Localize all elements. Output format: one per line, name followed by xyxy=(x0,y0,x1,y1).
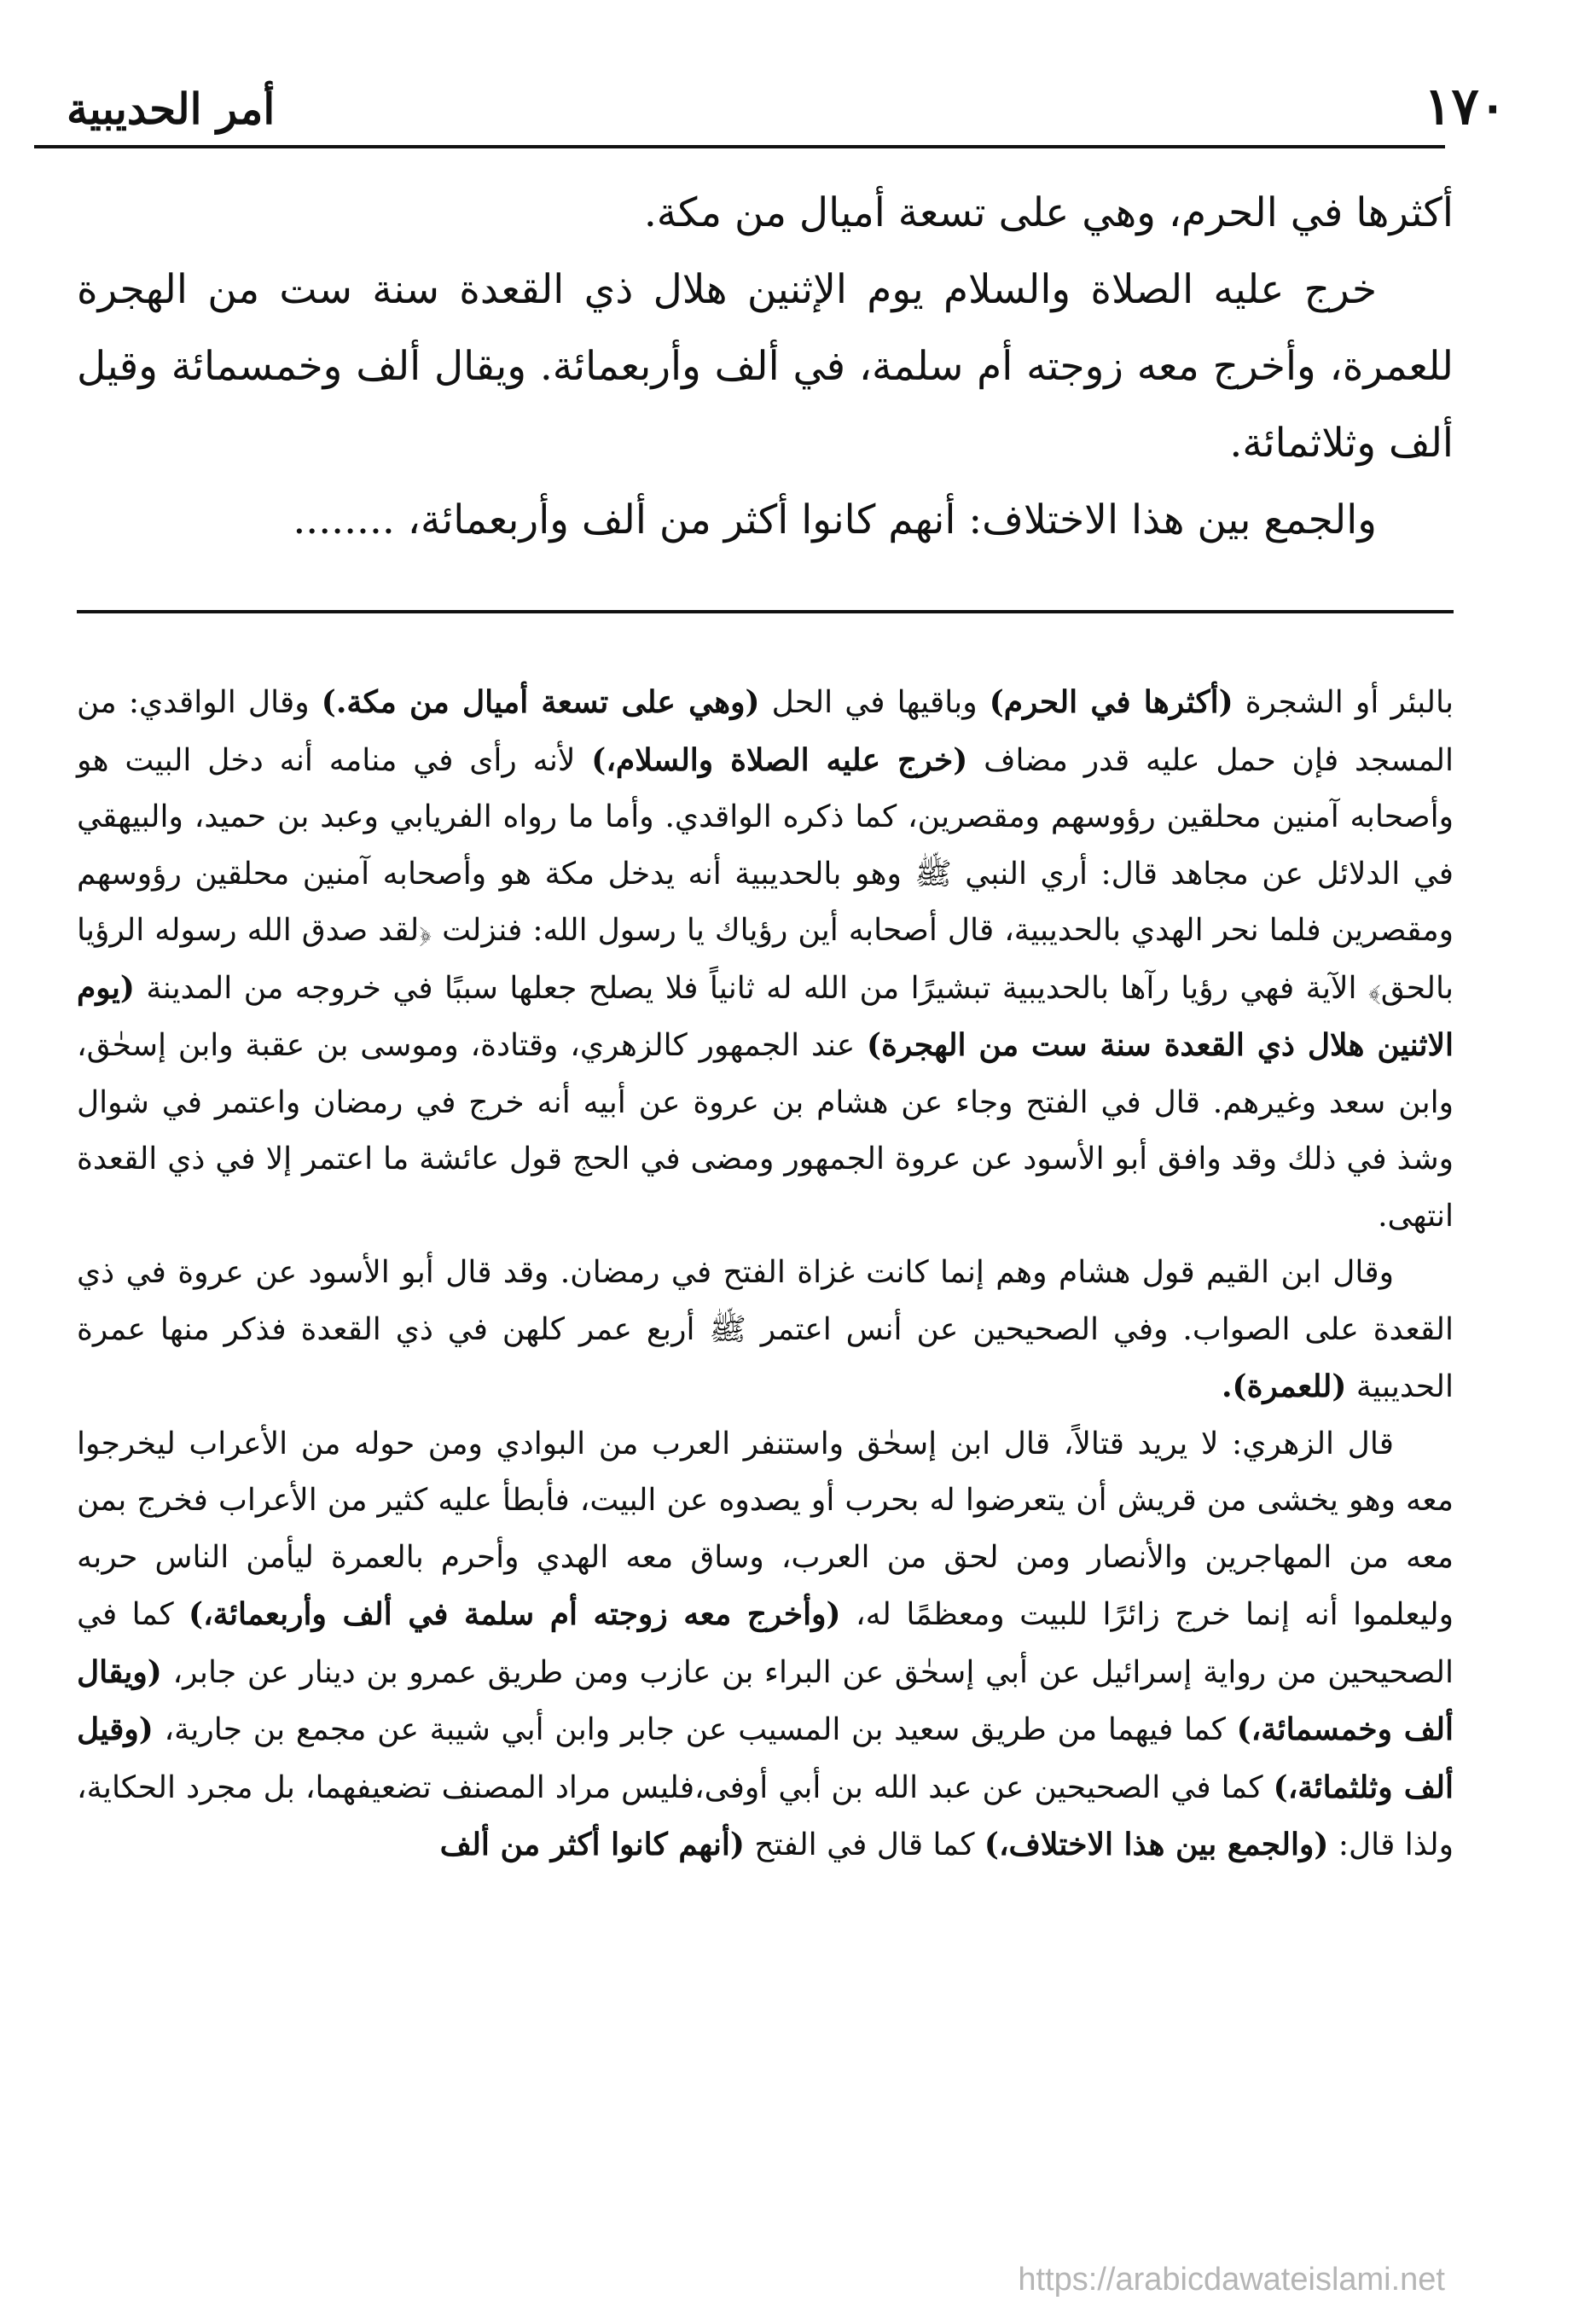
quoted-text: (خرج عليه الصلاة والسلام،) xyxy=(591,741,968,778)
commentary-paragraph xyxy=(77,674,1454,1245)
commentary-paragraph xyxy=(77,1416,1454,1874)
page-number: ١٧٠ xyxy=(1424,77,1506,137)
quoted-text: (يوم الاثنين هلال ذي القعدة سنة ست من الهجرة) xyxy=(77,969,1454,1063)
quoted-text: (أنهم كانوا أكثر من ألف xyxy=(439,1827,745,1862)
main-text xyxy=(77,175,1454,559)
commentary xyxy=(77,674,1454,1874)
main-paragraph: أكثرها في الحرم، وهي على تسعة أميال من مكة. xyxy=(643,189,1454,236)
commentary-text: كما في الصحيحين من رواية إسرائيل عن أبي إسحٰق عن البراء بن عازب ومن طريق عمرو بن دينار عن جابر، xyxy=(77,1597,1454,1690)
page-header xyxy=(51,77,1522,145)
quoted-text: (للعمرة). xyxy=(1222,1368,1347,1404)
commentary-text: وقال الواقدي: من المسجد فإن حمل عليه قدر مضاف xyxy=(77,685,1454,778)
commentary-text: لأنه رأى في منامه أنه دخل البيت هو وأصحابه آمنين محلقين رؤوسهم ومقصرين، كما ذكره الواقدي. وأما ما رواه الفريابي وعبد بن حميد، والبيهقي في الدلائل عن مجاهد قال: أري النبي ﷺ وهو بالحديبية أنه يدخل مكة هو وأصحابه آمنين محلقين رؤوسهم ومقصرين فلما نحر الهدي بالحديبية، قال أصحابه أين رؤياك يا رسول الله: فنزلت ﴿لقد صدق الله رسوله الرؤيا بالحق﴾ الآية فهي رؤيا رآها بالحديبية تبشيرًا من الله له ثانياً فلا يصلح جعلها سببًا في خروجه من المدينة xyxy=(77,742,1454,1006)
commentary-text: كما قال في الفتح xyxy=(744,1827,984,1862)
header-rule xyxy=(34,145,1445,148)
commentary-text: كما فيهما من طريق سعيد بن المسيب عن جابر وابن أبي شيبة عن مجمع بن جارية، xyxy=(153,1712,1237,1747)
quoted-text: (والجمع بين هذا الاختلاف،) xyxy=(984,1827,1329,1862)
running-title: أمر الحديبية xyxy=(67,84,276,134)
commentary-text: وقال ابن القيم قول هشام وهم إنما كانت غزاة الفتح في رمضان. وقد قال أبو الأسود عن عروة في ذي القعدة على الصواب. وفي الصحيحين عن أنس اعتمر ﷺ أربع عمر كلهن في ذي القعدة فذكر منها عمرة الحديبية xyxy=(77,1255,1454,1404)
quoted-text: (أكثرها في الحرم) xyxy=(989,684,1233,720)
quoted-text: (وهي على تسعة أميال من مكة.) xyxy=(321,684,760,720)
main-paragraph: خرج عليه الصلاة والسلام يوم الإثنين هلال ذي القعدة سنة ست من الهجرة للعمرة، وأخرج معه زوجته أم سلمة، في ألف وأربعمائة. ويقال ألف وخمسمائة وقيل ألف وثلاثمائة. xyxy=(77,266,1454,467)
commentary-text: كما في الصحيحين عن عبد الله بن أبي أوفى،فليس مراد المصنف تضعيفهما، بل مجرد الحكاية، ولذا قال: xyxy=(77,1769,1454,1862)
quoted-text: (ويقال ألف وخمسمائة،) xyxy=(77,1653,1454,1747)
main-paragraph: والجمع بين هذا الاختلاف: أنهم كانوا أكثر من ألف وأربعمائة، ........ xyxy=(293,497,1377,543)
commentary-text: وباقيها في الحل xyxy=(759,685,990,720)
quoted-text: (وأخرج معه زوجته أم سلمة في ألف وأربعمائة،) xyxy=(189,1596,841,1632)
commentary-text: بالبئر أو الشجرة xyxy=(1233,685,1454,720)
quoted-text: (وقيل ألف وثلثمائة،) xyxy=(77,1711,1454,1805)
commentary-paragraph xyxy=(77,1245,1454,1416)
footnote-separator xyxy=(77,610,1454,613)
commentary-text: عند الجمهور كالزهري، وقتادة، وموسى بن عقبة وابن إسحٰق، وابن سعد وغيرهم. قال في الفتح وجاء عن هشام بن عروة عن أبيه أنه خرج في رمضان واعتمر في شوال وشذ في ذلك وقد وافق أبو الأسود عن عروة الجمهور ومضى في الحج قول عائشة ما اعتمر إلا في ذي القعدة انتهى. xyxy=(77,1028,1454,1234)
watermark-url: https://arabicdawateislami.net xyxy=(1018,2262,1445,2298)
commentary-text: قال الزهري: لا يريد قتالاً، قال ابن إسحٰق واستنفر العرب من البوادي ومن حوله من الأعراب ليخرجوا معه وهو يخشى من قريش أن يتعرضوا له بحرب أو يصدوه عن البيت، فأبطأ عليه كثير من الأعراب فخرج بمن معه من المهاجرين والأنصار ومن لحق من العرب، وساق معه الهدي وأحرم بالعمرة ليأمن الناس حربه وليعلموا أنه إنما خرج زائرًا للبيت ومعظمًا له، xyxy=(77,1426,1454,1632)
